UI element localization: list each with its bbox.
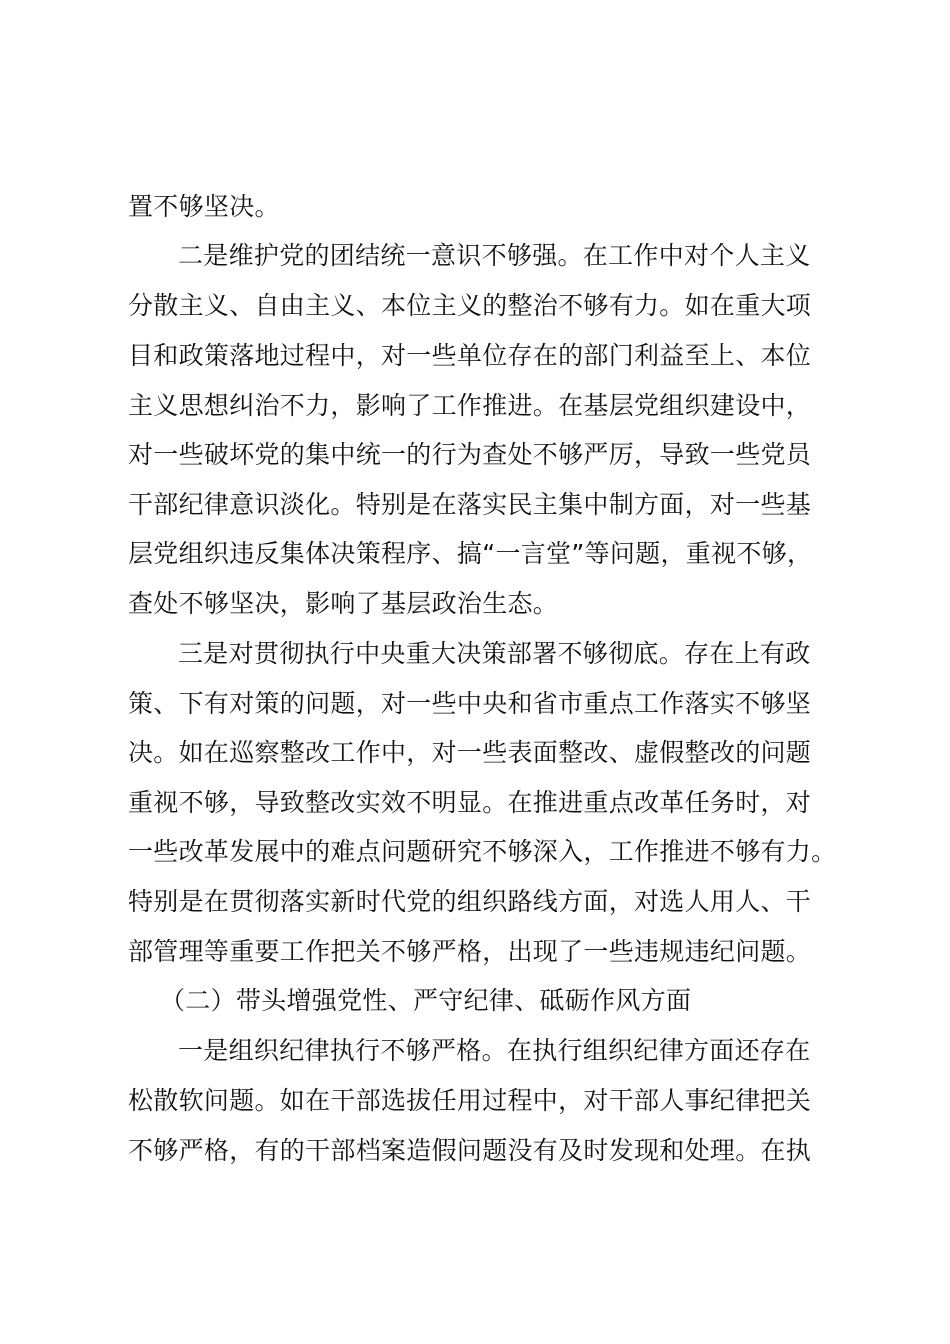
text-line: 对一些破坏党的集中统一的行为查处不够严厉，导致一些党员 [128,440,812,469]
text-line: 不够严格，有的干部档案造假问题没有及时发现和处理。在执 [128,1136,812,1165]
text-line: 主义思想纠治不力，影响了工作推进。在基层党组织建设中， [128,391,812,420]
text-line: 重视不够，导致整改实效不明显。在推进重点改革任务时，对 [128,788,812,817]
text-line: 一些改革发展中的难点问题研究不够深入，工作推进不够有力。 [128,837,837,866]
text-line: 策、下有对策的问题，对一些中央和省市重点工作落实不够坚 [128,689,812,718]
text-line: 置不够坚决。 [128,192,280,221]
text-line: 决。如在巡察整改工作中，对一些表面整改、虚假整改的问题 [128,738,812,767]
text-line: 松散软问题。如在干部选拔任用过程中，对干部人事纪律把关 [128,1086,812,1115]
paragraph-heading-line: 一是组织纪律执行不够严格。在执行组织纪律方面还存在 [178,1036,811,1065]
text-line: 部管理等重要工作把关不够严格，出现了一些违规违纪问题。 [128,937,812,966]
text-line: 目和政策落地过程中，对一些单位存在的部门利益至上、本位 [128,341,812,370]
text-line: 查处不够坚决，影响了基层政治生态。 [128,589,559,618]
section-heading: （二）带头增强党性、严守纪律、砥砺作风方面 [160,986,692,1015]
text-line: 特别是在贯彻落实新时代党的组织路线方面，对选人用人、干 [128,887,812,916]
text-line: 分散主义、自由主义、本位主义的整治不够有力。如在重大项 [128,291,812,320]
paragraph-heading-line: 二是维护党的团结统一意识不够强。在工作中对个人主义 [178,241,811,270]
text-line: 层党组织违反集体决策程序、搞“一言堂”等问题，重视不够， [128,539,813,568]
paragraph-heading-line: 三是对贯彻执行中央重大决策部署不够彻底。存在上有政 [178,639,811,668]
text-line: 干部纪律意识淡化。特别是在落实民主集中制方面，对一些基 [128,490,812,519]
